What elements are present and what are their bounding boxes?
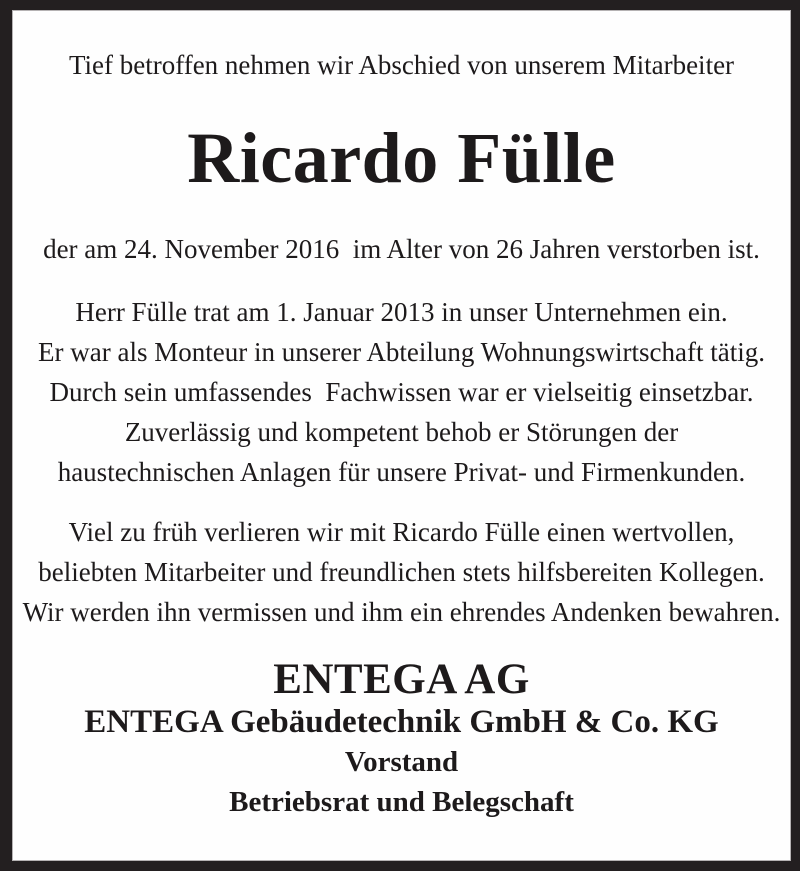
subsidiary-name: ENTEGA Gebäudetechnik GmbH & Co. KG — [84, 704, 719, 740]
signature-board: Vorstand — [344, 746, 459, 778]
career-line: Zuverlässig und kompetent behob er Störungen der — [124, 417, 679, 447]
company-name: ENTEGA AG — [273, 656, 530, 703]
career-line: haustechnischen Anlagen für unsere Privat- und Firmenkunden. — [57, 457, 746, 487]
career-paragraph — [12, 292, 791, 492]
deceased-name: Ricardo Fülle — [187, 118, 616, 198]
farewell-line: Viel zu früh verlieren wir mit Ricardo Fülle einen wertvollen, — [68, 517, 735, 547]
signature-staff: Betriebsrat und Belegschaft — [229, 786, 574, 818]
farewell-line: Wir werden ihn vermissen und ihm ein ehrendes Andenken bewahren. — [22, 597, 781, 627]
career-line: Herr Fülle trat am 1. Januar 2013 in unser Unternehmen ein. — [75, 297, 728, 327]
farewell-paragraph — [12, 512, 791, 632]
obituary-notice — [12, 10, 791, 861]
intro-line: Tief betroffen nehmen wir Abschied von unserem Mitarbeiter — [68, 50, 735, 80]
career-line: Er war als Monteur in unserer Abteilung Wohnungswirtschaft tätig. — [38, 337, 765, 367]
signature-block — [12, 658, 791, 822]
career-line: Durch sein umfassendes Fachwissen war er vielseitig einsetzbar. — [49, 377, 754, 407]
death-date-line: der am 24. November 2016 im Alter von 26 Jahren verstorben ist. — [43, 234, 760, 264]
farewell-line: beliebten Mitarbeiter und freundlichen stets hilfsbereiten Kollegen. — [38, 557, 765, 587]
